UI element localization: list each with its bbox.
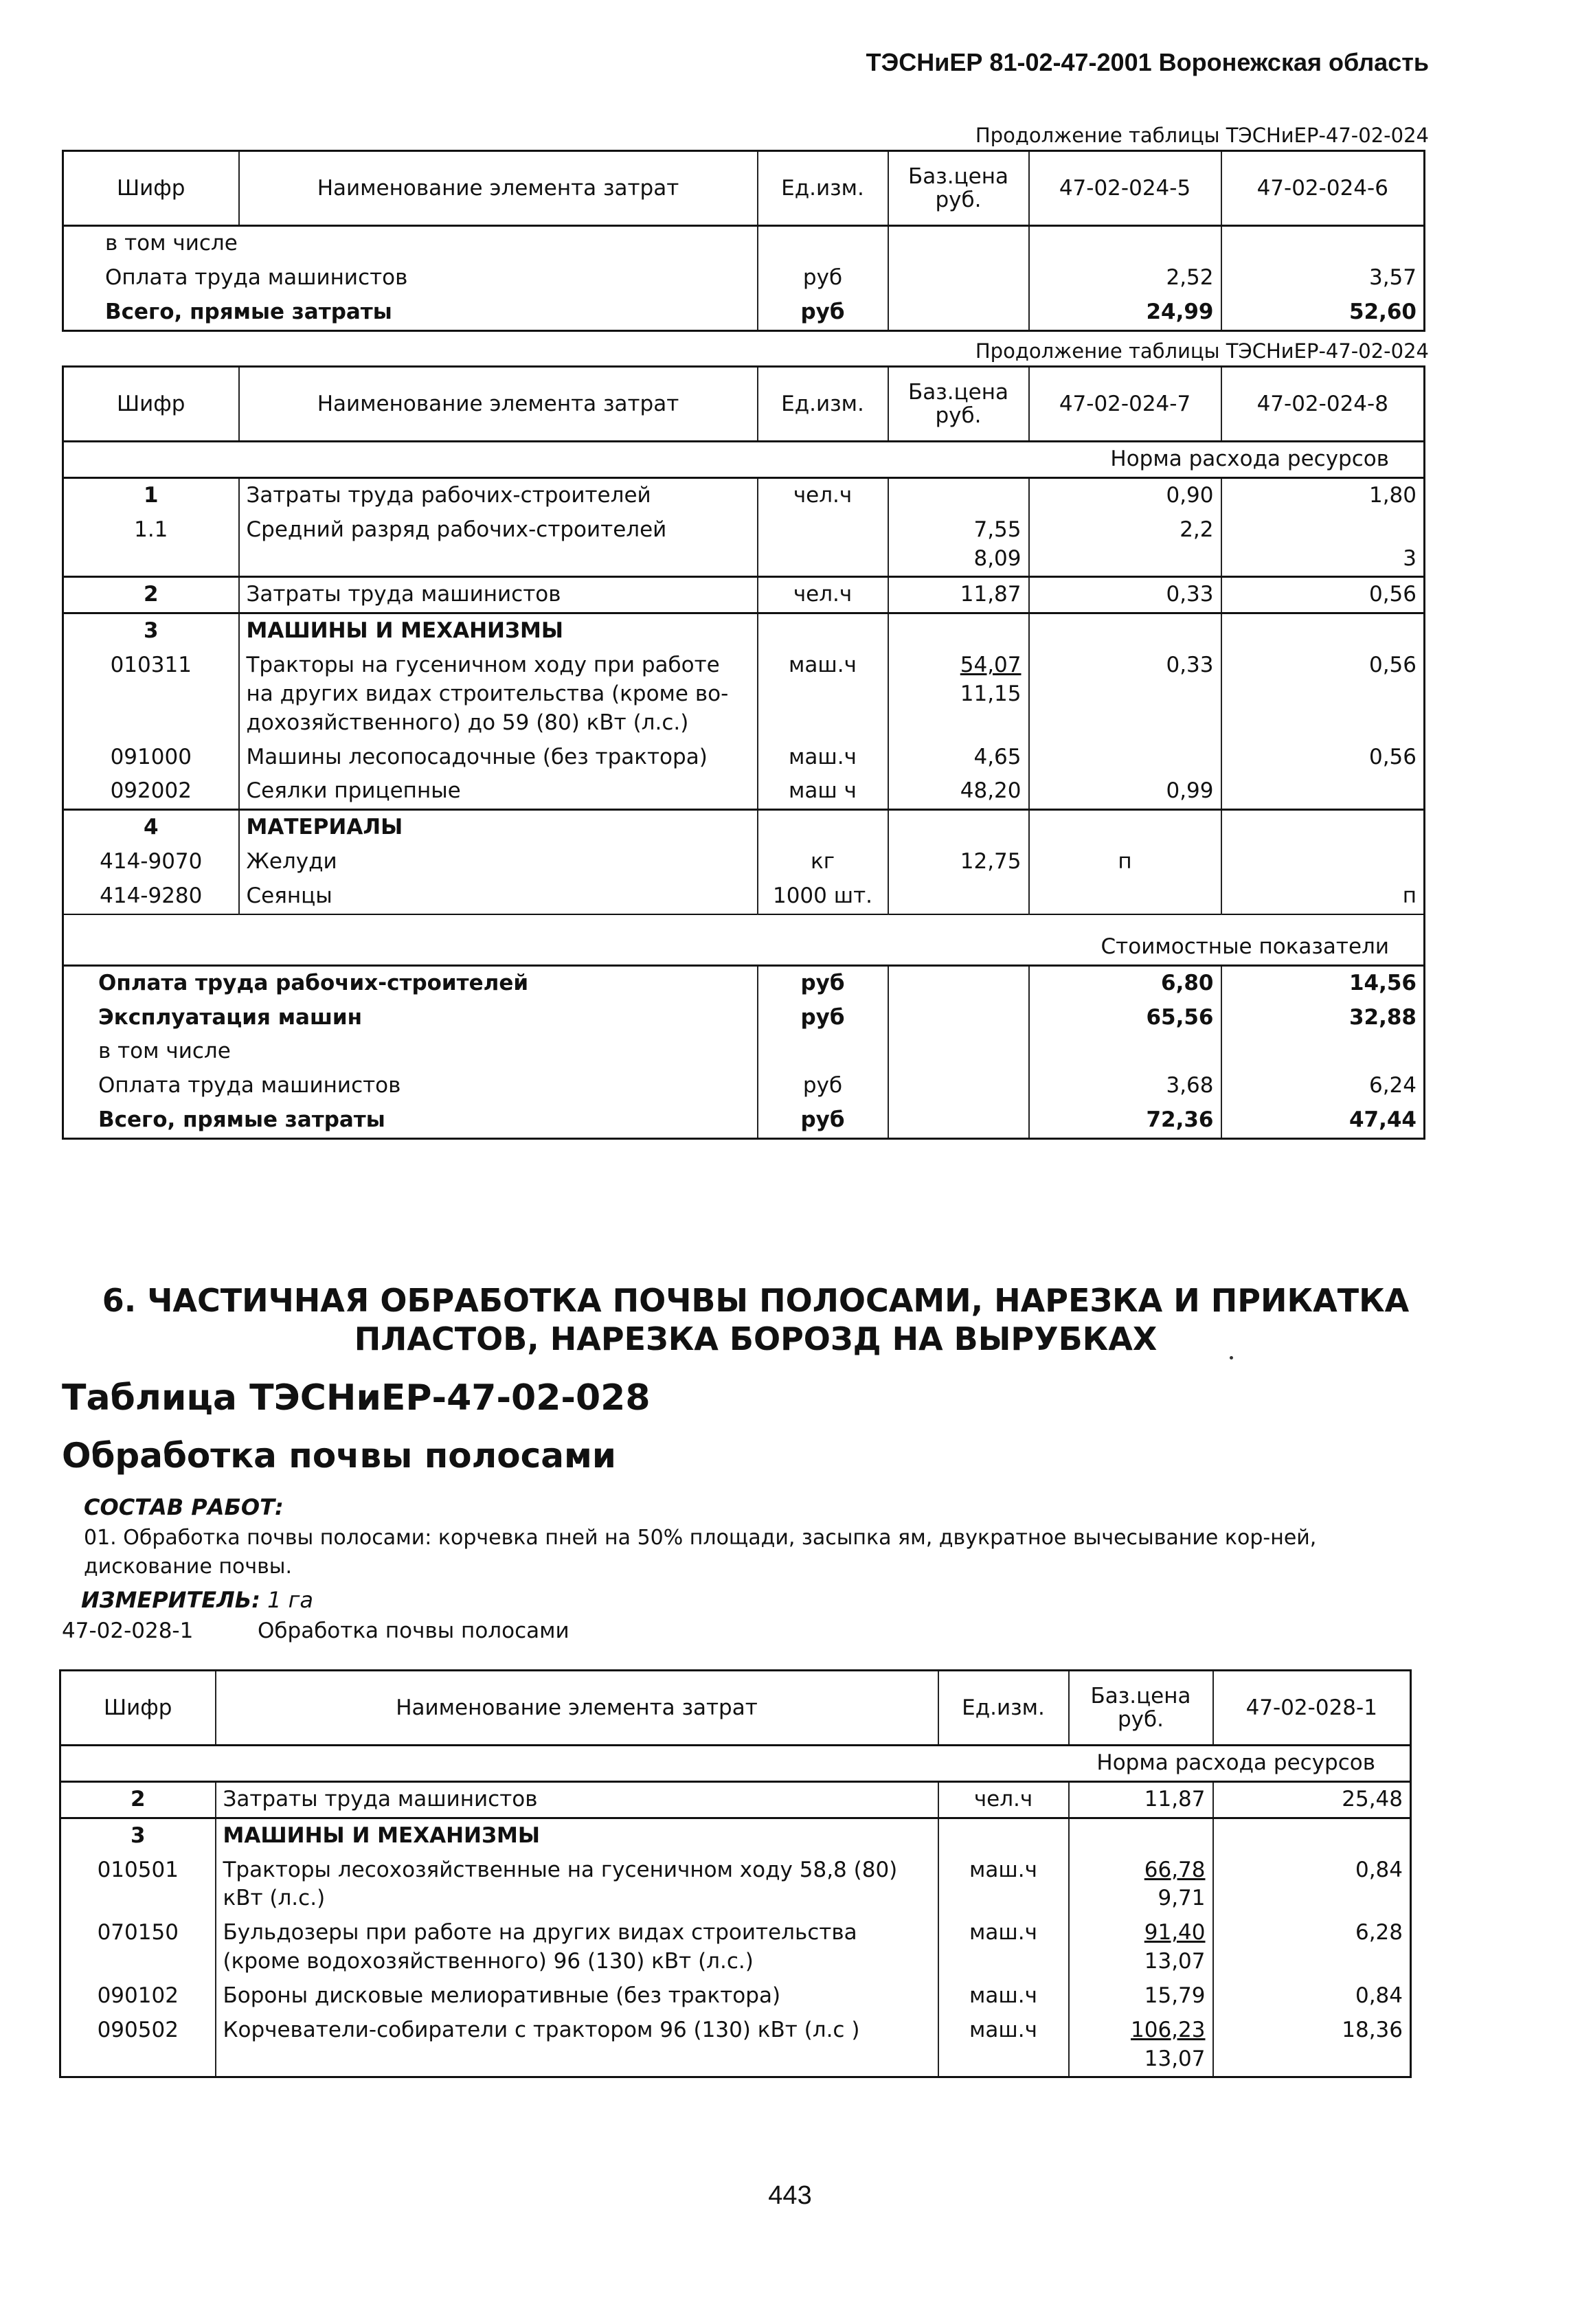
band-row bbox=[63, 442, 1425, 478]
col-header-price: Баз.цена руб. bbox=[888, 151, 1029, 226]
table-row: 090502 Корчеватели-собиратели с трактором 96 (130) кВт (л.с ) маш.ч 106,23 13,07 18,36 bbox=[60, 2013, 1411, 2077]
table1-caption: Продолжение таблицы ТЭСНиЕР-47-02-024 bbox=[975, 124, 1429, 147]
table-row: в том числе bbox=[63, 226, 1425, 261]
table-row: 2 Затраты труда машинистов чел.ч 11,87 25,48 bbox=[60, 1781, 1411, 1818]
table-row: 1.1 Средний разряд рабочих-строителей 7,55 8,09 2,2 3 bbox=[63, 513, 1425, 577]
norm-code-line: 47-02-028-1 Обработка почвы полосами bbox=[62, 1618, 569, 1643]
table-row: 091000 Машины лесопосадочные (без трактора) маш.ч 4,65 0,56 bbox=[63, 741, 1425, 775]
table-row: 1 Затраты труда рабочих-строителей чел.ч 0,90 1,80 bbox=[63, 477, 1425, 512]
table2-caption: Продолжение таблицы ТЭСНиЕР-47-02-024 bbox=[975, 339, 1429, 363]
table-row: 3 МАШИНЫ И МЕХАНИЗМЫ bbox=[63, 613, 1425, 648]
table-row: 092002 Сеялки прицепные маш ч 48,20 0,99 bbox=[63, 774, 1425, 809]
col-header-unit: Ед.изм. bbox=[758, 367, 888, 442]
table-row: 4 МАТЕРИАЛЫ bbox=[63, 810, 1425, 845]
band-norm: Норма расхода ресурсов bbox=[60, 1746, 1411, 1782]
table1-header-row bbox=[63, 151, 1425, 226]
col-header-code: Шифр bbox=[63, 151, 239, 226]
col-header-v1: 47-02-024-7 bbox=[1029, 367, 1221, 442]
cost-row: Эксплуатация машин руб 65,56 32,88 bbox=[63, 1001, 1425, 1035]
work-description: 01. Обработка почвы полосами: корчевка пней на 50% площади, засыпка ям, двукратное вычесывание кор-ней, дискование почвы. bbox=[84, 1526, 1317, 1579]
col-header-v2: 47-02-024-6 bbox=[1221, 151, 1425, 226]
col-header-name: Наименование элемента затрат bbox=[239, 367, 758, 442]
table-row: 010501 Тракторы лесохозяйственные на гусеничном ходу 58,8 (80) кВт (л.с.) маш.ч 66,78 9,71 0,84 bbox=[60, 1853, 1411, 1917]
col-header-name: Наименование элемента затрат bbox=[216, 1671, 938, 1746]
band-cost: Стоимостные показатели bbox=[63, 914, 1425, 965]
col-header-name: Наименование элемента затрат bbox=[239, 151, 758, 226]
col-header-v2: 47-02-024-8 bbox=[1221, 367, 1425, 442]
measure-line: ИЗМЕРИТЕЛЬ: 1 га bbox=[81, 1587, 314, 1613]
table-row: 010311 Тракторы на гусеничном ходу при работе на других видах строительства (кроме во-дохозяйственного) до 59 (80) кВт (л.с.) маш.ч 54,07 11,15 0,33 0,56 bbox=[63, 648, 1425, 741]
col-header-price: Баз.цена руб. bbox=[1069, 1671, 1213, 1746]
col-header-v1: 47-02-028-1 bbox=[1213, 1671, 1411, 1746]
table-row: 3 МАШИНЫ И МЕХАНИЗМЫ bbox=[60, 1818, 1411, 1853]
table-row: 090102 Бороны дисковые мелиоративные (без трактора) маш.ч 15,79 0,84 bbox=[60, 1979, 1411, 2013]
col-header-v1: 47-02-024-5 bbox=[1029, 151, 1221, 226]
table3 bbox=[59, 1669, 1412, 2078]
table-row: Оплата труда машинистов руб 2,52 3,57 bbox=[63, 261, 1425, 295]
table-title: Таблица ТЭСНиЕР-47-02-028 bbox=[62, 1377, 651, 1419]
cost-row: Всего, прямые затраты руб 72,36 47,44 bbox=[63, 1103, 1425, 1138]
col-header-unit: Ед.изм. bbox=[758, 151, 888, 226]
table-row: Всего, прямые затраты руб 24,99 52,60 bbox=[63, 295, 1425, 330]
col-header-code: Шифр bbox=[63, 367, 239, 442]
band-row bbox=[63, 914, 1425, 965]
page-header: ТЭСНиЕР 81-02-47-2001 Воронежская область bbox=[866, 48, 1429, 76]
band-row bbox=[60, 1746, 1411, 1782]
table-row: 414-9280 Сеянцы 1000 шт. п bbox=[63, 879, 1425, 914]
table2 bbox=[62, 365, 1425, 1140]
table-row: 414-9070 Желуди кг 12,75 п bbox=[63, 845, 1425, 879]
table2-header-row bbox=[63, 367, 1425, 442]
page-number: 443 bbox=[768, 2181, 812, 2210]
cost-row: Оплата труда машинистов руб 3,68 6,24 bbox=[63, 1069, 1425, 1103]
section-title: 6. ЧАСТИЧНАЯ ОБРАБОТКА ПОЧВЫ ПОЛОСАМИ, НАРЕЗКА И ПРИКАТКА ПЛАСТОВ, НАРЕЗКА БОРОЗД НА ВЫРУБКАХ bbox=[102, 1282, 1410, 1358]
sostav-label: СОСТАВ РАБОТ: bbox=[84, 1494, 284, 1520]
scan-dot bbox=[1230, 1356, 1233, 1360]
table-row: 2 Затраты труда машинистов чел.ч 11,87 0,33 0,56 bbox=[63, 577, 1425, 613]
table-row: 070150 Бульдозеры при работе на других видах строительства (кроме водохозяйственного) 96 (130) кВт (л.с.) маш.ч 91,40 13,07 6,28 bbox=[60, 1916, 1411, 1979]
band-norm: Норма расхода ресурсов bbox=[63, 442, 1425, 478]
table3-header-row bbox=[60, 1671, 1411, 1746]
cost-row: в том числе bbox=[63, 1035, 1425, 1069]
col-header-code: Шифр bbox=[60, 1671, 216, 1746]
col-header-unit: Ед.изм. bbox=[938, 1671, 1069, 1746]
table1 bbox=[62, 150, 1425, 332]
col-header-price: Баз.цена руб. bbox=[888, 367, 1029, 442]
table-subtitle: Обработка почвы полосами bbox=[62, 1436, 616, 1476]
cost-row: Оплата труда рабочих-строителей руб 6,80 14,56 bbox=[63, 965, 1425, 1000]
